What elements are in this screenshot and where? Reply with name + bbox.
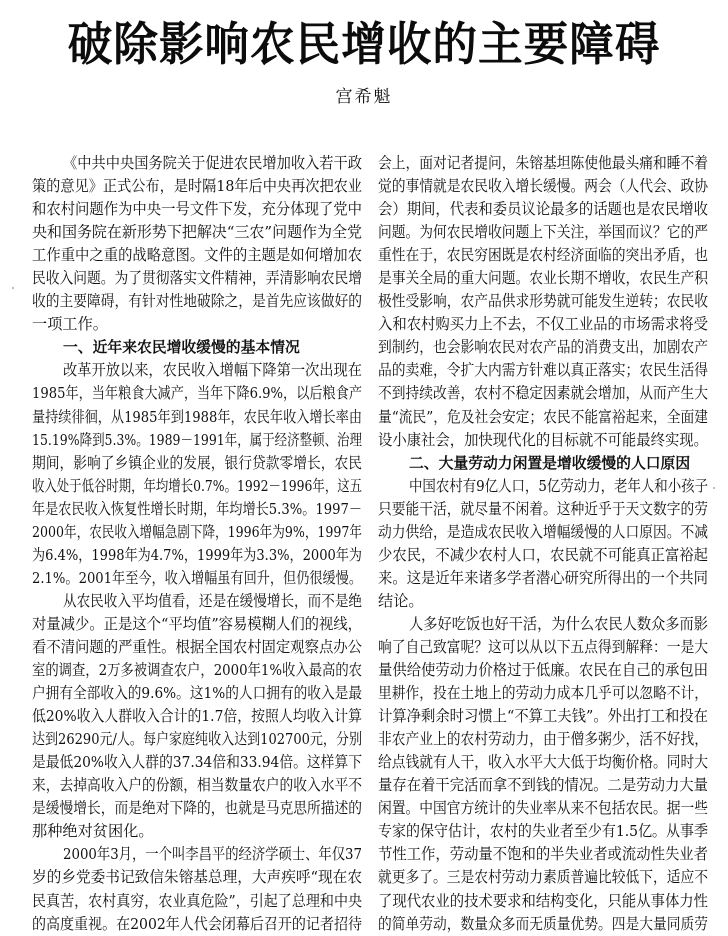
text-line: 里耕作，投在土地上的劳动力成本几乎可以忽略不计，	[378, 684, 708, 703]
text-line: 会）期间，代表和委员议论最多的话题也是农民增收	[378, 200, 708, 219]
text-line: 年是农民收入恢复性增长时期，年均增长5.3%。1997－	[32, 499, 362, 518]
text-line: 人多好吃饭也好干活，为什么农民人数众多而影	[409, 614, 709, 633]
text-line: 户拥有全部收入的9.6%。这1%的人口拥有的收入是最	[32, 684, 363, 703]
text-line: 会上，面对记者提问，朱镕基坦陈使他最头痛和睡不着	[378, 154, 708, 172]
text-line: 设小康社会，加快现代化的目标就不可能最终实现。	[378, 430, 708, 449]
text-line: 工作重中之重的战略意图。文件的主题是如何增加农	[32, 246, 362, 265]
text-line: 入和农村购买力上不去，不仅工业品的市场需求将受	[378, 315, 708, 334]
text-line: 动力供给，是造成农民收入增幅缓慢的人口原因。不减	[378, 522, 708, 541]
text-line: 量供给使劳动力价格过于低廉。农民在自己的承包田	[378, 661, 708, 680]
text-line: 只要能干活，就尽量不闲着。这种近乎于天文数字的劳	[378, 499, 708, 518]
text-line: 是事关全局的重大问题。农业长期不增收，农民生产积	[378, 269, 708, 288]
text-line: 民收入问题。为了贯彻落实文件精神，弄清影响农民增	[32, 269, 362, 288]
text-line: 不到持续改善，农村不稳定因素就会增加，从而产生大	[378, 384, 708, 403]
text-line: 响了自己致富呢？这可以从以下五点得到解释：一是大	[378, 637, 708, 656]
text-line: 结论。	[378, 591, 424, 610]
text-line: 2.1%。2001年至今，收入增幅虽有回升，但仍很缓慢。	[32, 568, 362, 587]
text-line: 到制约，也会影响农民对农产品的消费支出，加剧农产	[378, 338, 708, 357]
text-line: 量存在着干完活而拿不到钱的情况。二是劳动力大量	[378, 776, 708, 795]
section-heading: 二、大量劳动力闲置是增收缓慢的人口原因	[409, 454, 691, 472]
text-line: 专家的保守估计，农村的失业者至少有1.5亿。从事季	[378, 822, 709, 841]
text-line: 室的调查，2万多被调查农户，2000年1%收入最高的农	[32, 661, 363, 680]
text-line: 15.19%降到5.3%。1989－1991年，属于经济整顿、治理	[32, 430, 363, 449]
text-line: 收入处于低谷时期，年均增长0.7%。1992－1996年，这五	[32, 476, 362, 495]
text-line: 计算净剩余时习惯上“不算工夫钱”。外出打工和投在	[378, 707, 709, 726]
text-line: 1985年，当年粮食大减产，当年下降6.9%，以后粮食产	[32, 384, 362, 403]
text-line: 为6.4%，1998年为4.7%，1999年为3.3%，2000年为	[32, 545, 363, 564]
text-line: 期间，影响了乡镇企业的发展，银行贷款零增长，农民	[32, 453, 362, 472]
text-line: 央和国务院在新形势下把解决“三农”问题作为全党	[32, 223, 362, 242]
text-line: 一项工作。	[32, 315, 108, 334]
text-line: 是最低20%收入人群的37.34倍和33.94倍。这样算下	[32, 753, 363, 772]
text-line: 重性在于，农民穷困既是农村经济面临的突出矛盾，也	[378, 246, 708, 265]
text-line: 品的卖难，令扩大内需方针难以真正落实；农民生活得	[378, 361, 708, 380]
text-line: 改革开放以来，农民收入增幅下降第一次出现在	[63, 361, 363, 380]
text-line: 极性受影响，农产品供求形势就可能发生逆转；农民收	[378, 292, 708, 311]
text-line: 节性工作，劳动量不饱和的半失业者或流动性失业者	[378, 845, 708, 864]
text-line: 2000年3月，一个叫李昌平的经济学硕士、年仅37	[63, 845, 363, 864]
text-line: 闲置。中国官方统计的失业率从来不包括农民。据一些	[378, 799, 708, 818]
article-author: 宫希魁	[335, 87, 393, 107]
right-column	[378, 152, 708, 936]
text-line: 民真苦，农村真穷，农业真危险”，引起了总理和中央	[32, 891, 363, 910]
text-line: 少农民，不减少农村人口，农民就不可能真正富裕起	[378, 545, 708, 564]
text-line: 的高度重视。在2002年人代会闭幕后召开的记者招待	[32, 914, 362, 933]
text-line: 2000年，农民收入增幅急剧下降，1996年为9%，1997年	[32, 522, 363, 541]
text-line: 了现代农业的技术要求和结构变化，只能从事体力性	[378, 891, 708, 910]
left-column	[32, 152, 362, 936]
text-line: 岁的乡党委书记致信朱镕基总理，大声疾呼“现在农	[32, 868, 362, 887]
text-line: 来，去掉高收入户的份额，相当数量农户的收入水平不	[32, 776, 362, 795]
text-line: 就更多了。三是农村劳动力素质普遍比较低下，适应不	[378, 868, 708, 887]
text-line: 给点钱就有人干，收入水平大大低于均衡价格。同时大	[378, 753, 708, 772]
text-line: 量持续徘徊，从1985年到1988年，农民年收入增长率由	[32, 407, 363, 426]
text-line: 和农村问题作为中央一号文件下发，充分体现了党中	[32, 200, 362, 219]
text-line: 低20%收入人群收入合计的1.7倍，按照人均收入计算	[32, 707, 362, 726]
text-line: 量“流民”，危及社会安定；农民不能富裕起来，全面建	[378, 407, 709, 426]
scan-speck	[12, 287, 14, 289]
text-line: 非农产业上的农村劳动力，由于僧多粥少，活不好找，	[378, 730, 708, 749]
text-line: 中国农村有9亿人口，5亿劳动力，老年人和小孩子	[409, 476, 708, 495]
text-line: 对量减少。正是这个“平均值”容易模糊人们的视线，	[32, 614, 363, 633]
text-line: 的简单劳动，数量众多而无质量优势。四是大量同质劳	[378, 914, 708, 933]
text-line: 看不清问题的严重性。根据全国农村固定观察点办公	[32, 637, 362, 656]
text-line: 那种绝对贫困化。	[32, 822, 154, 841]
section-heading: 一、近年来农民增收缓慢的基本情况	[63, 339, 300, 357]
scan-speck	[713, 487, 715, 489]
text-line: 《中共中央国务院关于促进农民增加收入若干政	[63, 154, 363, 172]
text-line: 觉的事情就是农民收入增长缓慢。两会（人代会、政协	[378, 177, 708, 196]
text-line: 来。这是近年来诸多学者潜心研究所得出的一个共同	[378, 568, 708, 587]
text-line: 是缓慢增长，而是绝对下降的，也就是马克思所描述的	[32, 799, 362, 818]
text-line: 收的主要障碍，有针对性地破除之，是首先应该做好的	[32, 292, 362, 311]
article-title: 破除影响农民增收的主要障碍	[67, 17, 661, 71]
text-line: 策的意见》正式公布，是时隔18年后中央再次把农业	[32, 177, 362, 196]
text-line: 达到26290元/人。每户家庭纯收入达到102700元，分别	[32, 730, 363, 749]
text-line: 从农民收入平均值看，还是在缓慢增长，而不是绝	[63, 591, 363, 610]
text-line: 问题。为何农民增收问题上下关注，举国而议？它的严	[378, 223, 708, 242]
